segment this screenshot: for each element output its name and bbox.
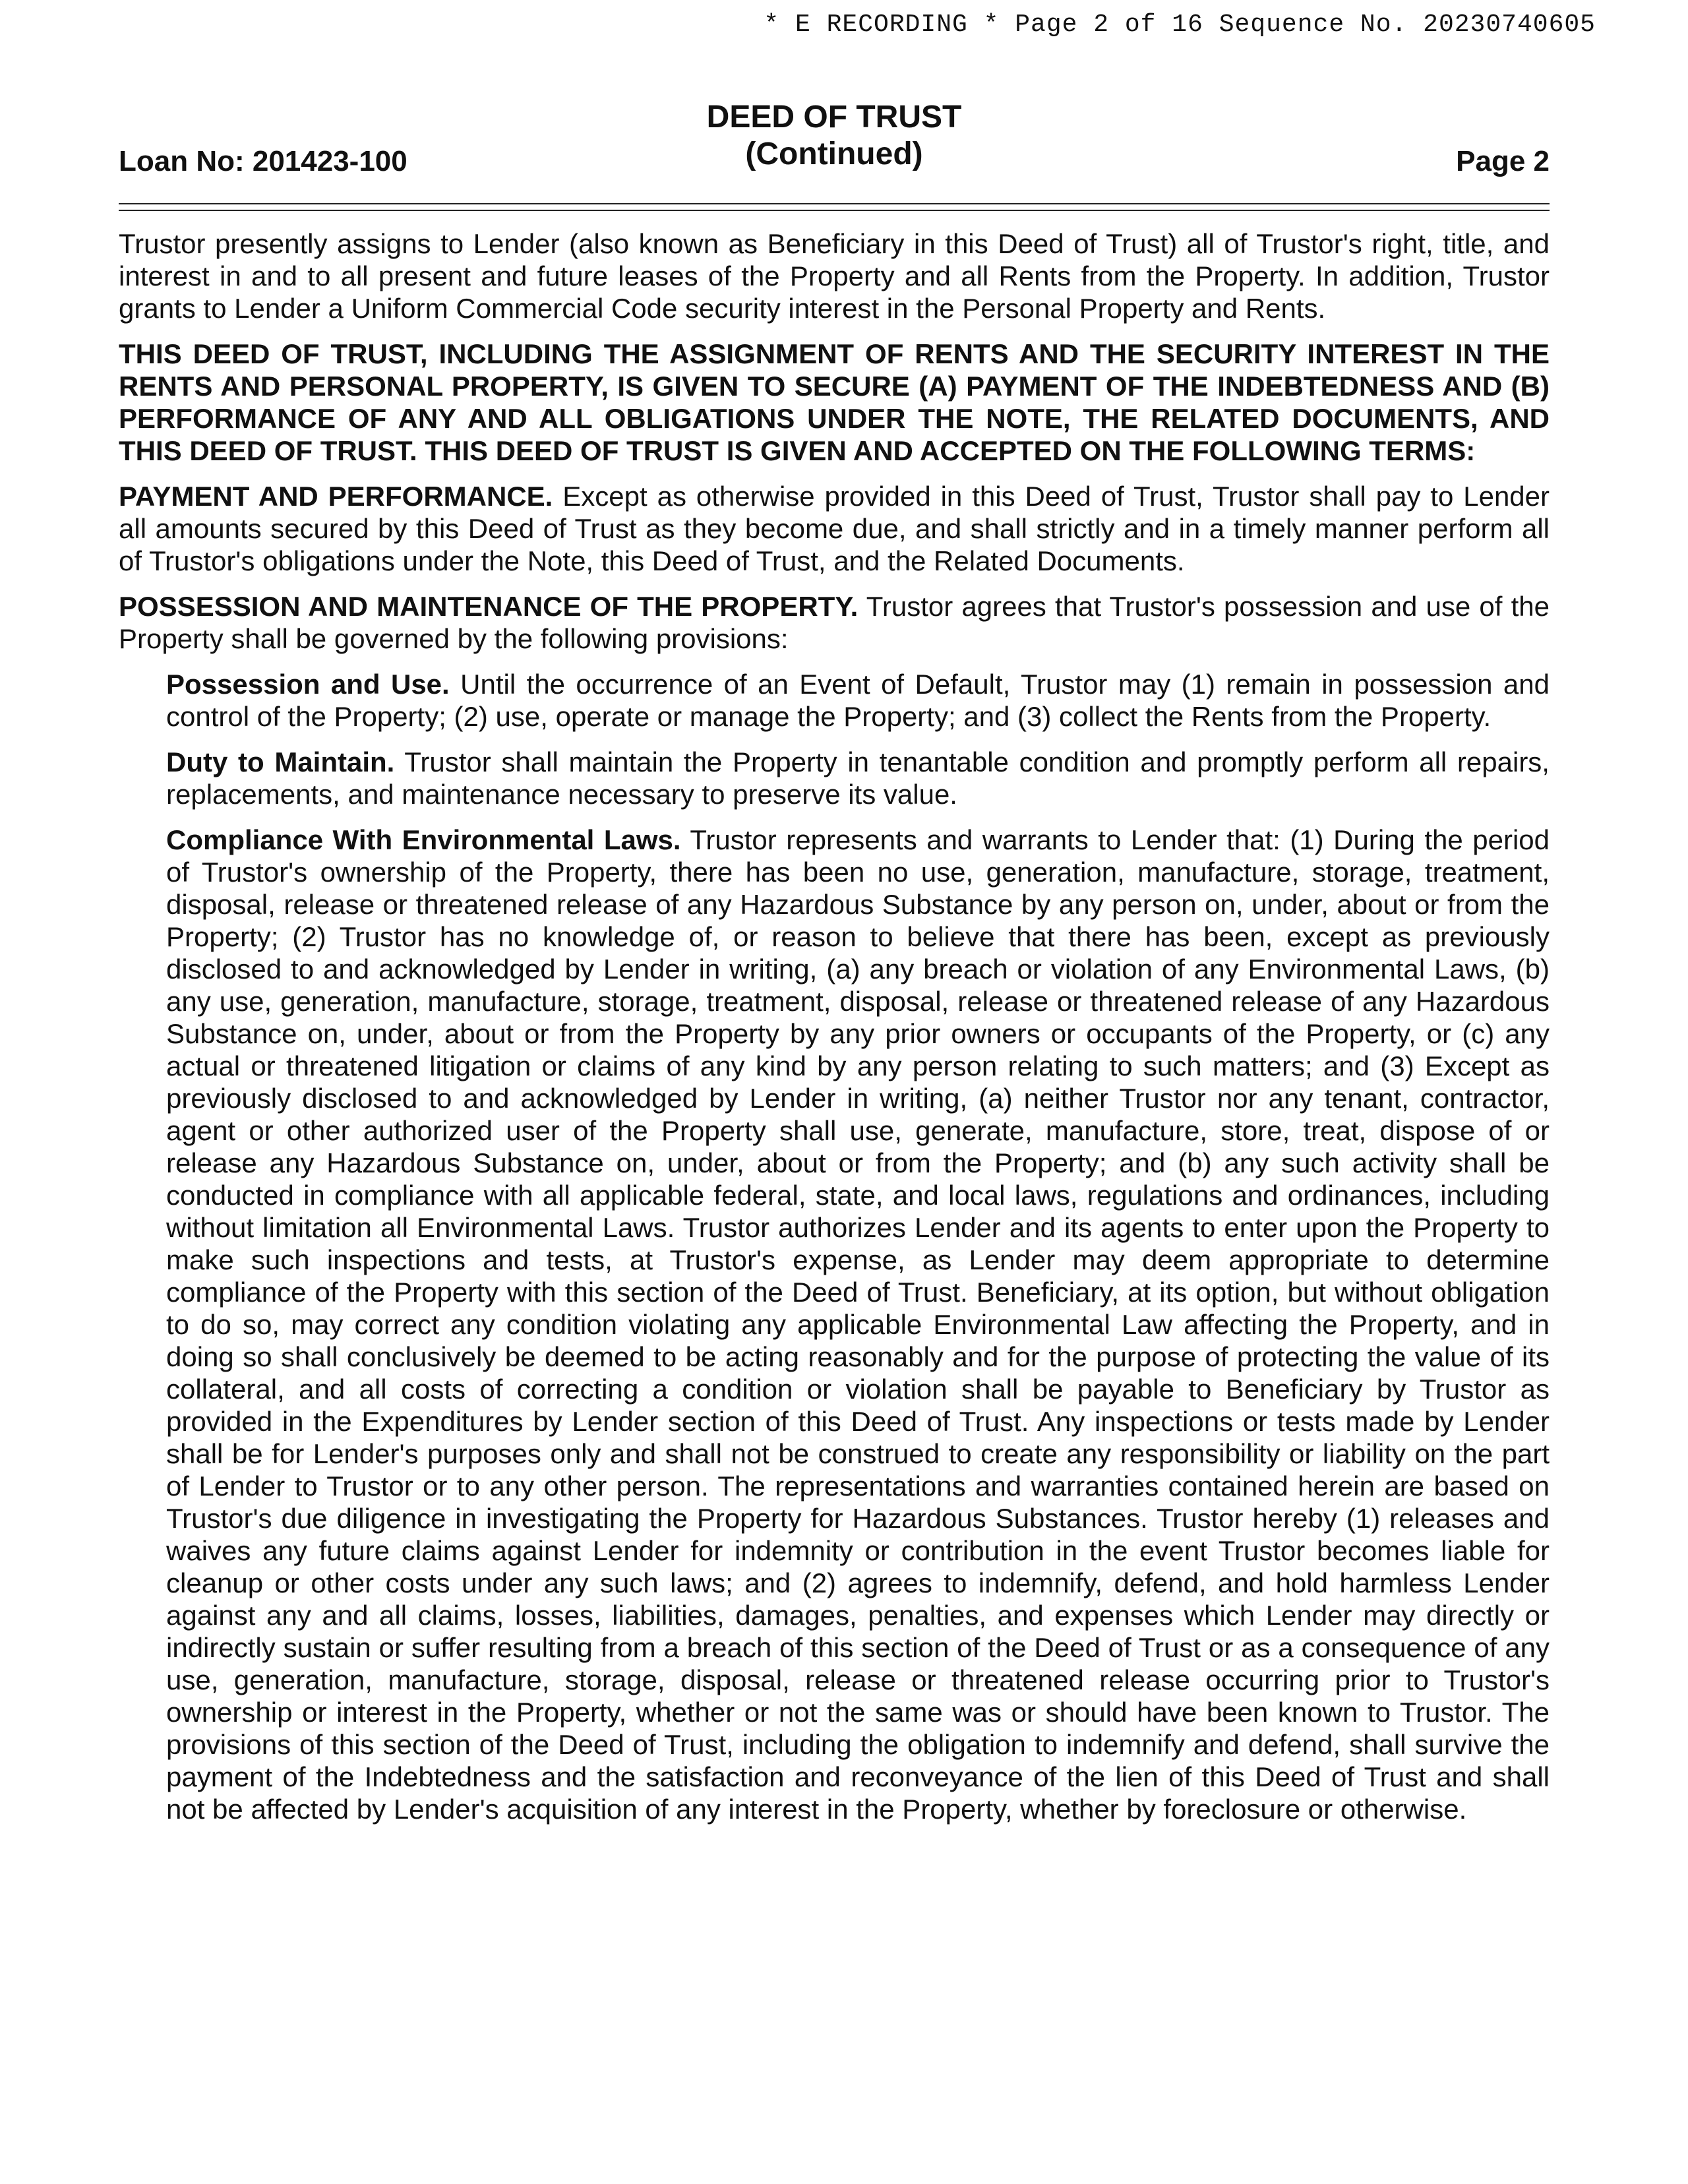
possession-heading: POSSESSION AND MAINTENANCE OF THE PROPERTY. [119,591,859,622]
environmental-laws-heading: Compliance With Environmental Laws. [166,824,681,855]
possession-use-text: Until the occurrence of an Event of Default, Trustor may (1) remain in possession and control of the Property; (2) use, operate or manage the Property; and (3) collect the Rents from the Property. [166,669,1550,732]
loan-number: Loan No: 201423-100 [119,145,407,177]
document-body [119,228,1550,1838]
secured-obligations-paragraph: THIS DEED OF TRUST, INCLUDING THE ASSIGNMENT OF RENTS AND THE SECURITY INTEREST IN THE RENTS AND PERSONAL PROPERTY, IS GIVEN TO SECURE (A) PAYMENT OF THE INDEBTEDNESS AND (B) PERFORMANCE OF ANY AND ALL OBLIGATIONS UNDER THE NOTE, THE RELATED DOCUMENTS, AND THIS DEED OF TRUST. THIS DEED OF TRUST IS GIVEN AND ACCEPTED ON THE FOLLOWING TERMS: [119,338,1550,466]
assignment-paragraph: Trustor presently assigns to Lender (also known as Beneficiary in this Deed of Trust) all of Trustor's right, title, and interest in and to all present and future leases of the Property and all Rents from the Property. In addition, Trustor grants to Lender a Uniform Commercial Code security interest in the Personal Property and Rents. [119,228,1550,324]
payment-text: Except as otherwise provided in this Deed of Trust, Trustor shall pay to Lender all amounts secured by this Deed of Trust as they become due, and shall strictly and in a timely manner perform all of Trustor's obligations under the Note, this Deed of Trust, and the Related Documents. [119,481,1550,576]
duty-to-maintain-text: Trustor shall maintain the Property in tenantable condition and promptly perform all repairs, replacements, and maintenance necessary to preserve its value. [166,746,1550,810]
environmental-laws-text: Trustor represents and warrants to Lender that: (1) During the period of Trustor's ownership of the Property, there has been no use, generation, manufacture, storage, treatment, disposal, release or threatened release of any Hazardous Substance by any person on, under, about or from the Property; (2) Trustor has no knowledge of, or reason to believe that there has been, except as previously disclosed to and acknowledged by Lender in writing, (a) any breach or violation of any Environmental Laws, (b) any use, generation, manufacture, storage, treatment, disposal, release or threatened release of any Hazardous Substance on, under, about or from the Property by any prior owners or occupants of the Property, or (c) any actual or threatened litigation or claims of any kind by any person relating to such matters; and (3) Except as previously disclosed to and acknowledged by Lender in writing, (a) neither Trustor nor any tenant, contractor, agent or other authorized user of the Property shall use, generate, manufacture, store, treat, dispose of or release any Hazardous Substance on, under, about or from the Property; and (b) any such activity shall be conducted in compliance with all applicable federal, state, and local laws, regulations and ordinances, including without limitation all Environmental Laws. Trustor authorizes Lender and its agents to enter upon the Property to make such inspections and tests, at Trustor's expense, as Lender may deem appropriate to determine compliance of the Property with this section of the Deed of Trust. Beneficiary, at its option, but without obligation to do so, may correct any condition violating any applicable Environmental Law affecting the Property, and in doing so shall conclusively be deemed to be acting reasonably and for the purpose of protecting the value of its collateral, and all costs of correcting a condition or violation shall be payable to Beneficiary by Trustor as provided in the Expenditures by Lender section of this Deed of Trust. Any inspections or tests made by Lender shall be for Lender's purposes only and shall not be construed to create any responsibility or liability on the part of Lender to Trustor or to any other person. The representations and warranties contained herein are based on Trustor's due diligence in investigating the Property for Hazardous Substances. Trustor hereby (1) releases and waives any future claims against Lender for indemnity or contribution in the event Trustor becomes liable for cleanup or other costs under any such laws; and (2) agrees to indemnify, defend, and hold harmless Lender against any and all claims, losses, liabilities, damages, penalties, and expenses which Lender may directly or indirectly sustain or suffer resulting from a breach of this section of the Deed of Trust or as a consequence of any use, generation, manufacture, storage, disposal, release or threatened release occurring prior to Trustor's ownership or interest in the Property, whether or not the same was or should have been known to Trustor. The provisions of this section of the Deed of Trust, including the obligation to indemnify and defend, shall survive the payment of the Indebtedness and the satisfaction and reconveyance of the lien of this Deed of Trust and shall not be affected by Lender's acquisition of any interest in the Property, whether by foreclosure or otherwise. [166,824,1550,1825]
header-divider-top [119,203,1550,204]
environmental-laws-paragraph [166,824,1550,1825]
subtitle-line: (Continued) [745,136,923,171]
page-header [119,99,1550,178]
duty-to-maintain-heading: Duty to Maintain. [166,746,395,777]
header-divider-bottom [119,210,1550,211]
document-title [119,99,1550,173]
payment-paragraph [119,480,1550,577]
title-line: DEED OF TRUST [706,100,962,135]
possession-use-heading: Possession and Use. [166,669,450,700]
possession-paragraph [119,590,1550,655]
duty-to-maintain-paragraph [166,746,1550,810]
possession-text: Trustor agrees that Trustor's possession and use of the Property shall be governed by the following provisions: [119,591,1550,654]
recording-stamp: * E RECORDING * Page 2 of 16 Sequence No. 20230740605 [764,11,1596,39]
page-number: Page 2 [1456,145,1550,177]
possession-use-paragraph [166,668,1550,733]
payment-heading: PAYMENT AND PERFORMANCE. [119,481,553,512]
